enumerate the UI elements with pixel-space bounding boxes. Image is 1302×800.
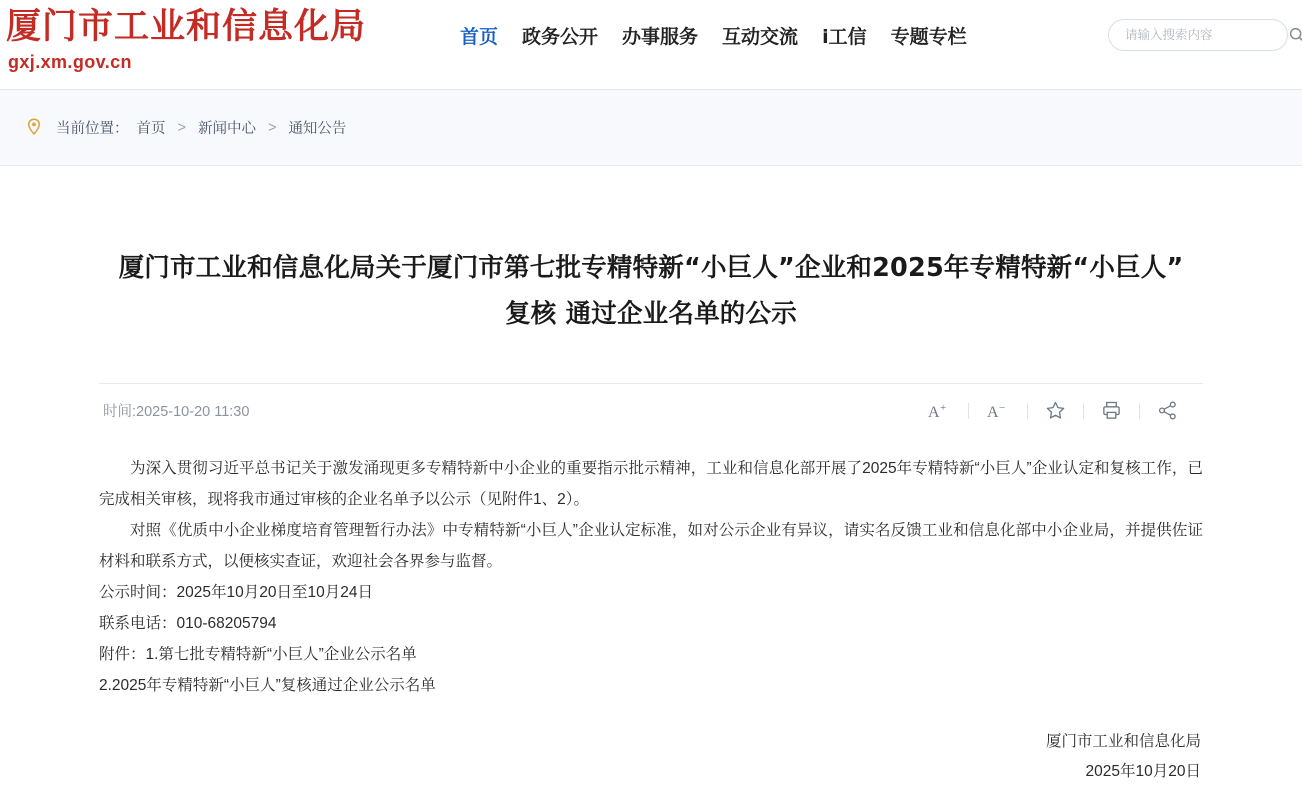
breadcrumb-bar — [0, 90, 1302, 166]
nav-item-interaction[interactable]: 互动交流 — [722, 26, 799, 48]
site-domain: gxj.xm.gov.cn — [8, 52, 132, 72]
nav-item-home[interactable]: 首页 — [460, 26, 499, 48]
breadcrumb-item-news-center[interactable]: 新闻中心 — [197, 121, 256, 137]
article-line-contact-phone: 联系电话：010-68205794 — [99, 615, 277, 633]
article-signature — [99, 727, 1203, 787]
breadcrumb-item-notices[interactable]: 通知公告 — [288, 121, 347, 137]
article-timestamp: 时间:2025-10-20 11:30 — [103, 404, 250, 421]
svg-text:A: A — [987, 403, 999, 421]
article-container — [99, 166, 1203, 787]
article-line-public-period: 公示时间：2025年10月20日至10月24日 — [99, 584, 373, 602]
svg-text:A: A — [928, 403, 940, 421]
article-paragraph: 对照《优质中小企业梯度培育管理暂行办法》中专精特新“小巨人”企业认定标准，如对公示企业有异议，请实名反馈工业和信息化部中小企业局，并提供佐证材料和联系方式，以便核实查证，欢迎社会各界参与监督。 — [99, 522, 1203, 571]
font-increase-icon[interactable] — [910, 401, 968, 421]
breadcrumb-item-home[interactable]: 首页 — [136, 121, 166, 137]
search-icon[interactable] — [1288, 26, 1302, 44]
font-decrease-icon[interactable] — [969, 401, 1027, 421]
site-title: 厦门市工业和信息化局 — [6, 7, 367, 47]
breadcrumb-separator: > — [177, 119, 186, 136]
article-body — [99, 453, 1203, 701]
article-line-attachment-2: 2.2025年专精特新“小巨人”复核通过企业公示名单 — [99, 677, 436, 695]
breadcrumb — [26, 117, 346, 138]
main-navigation — [460, 22, 1108, 49]
svg-text:+: + — [940, 401, 947, 414]
breadcrumb-separator: > — [267, 119, 277, 136]
article-meta-row — [99, 383, 1203, 437]
svg-text:−: − — [999, 401, 1006, 414]
search-input[interactable] — [1123, 27, 1288, 43]
site-brand[interactable] — [0, 0, 450, 73]
signature-organization: 厦门市工业和信息化局 — [1045, 733, 1201, 751]
nav-item-services[interactable]: 办事服务 — [622, 26, 699, 48]
nav-item-government-affairs[interactable]: 政务公开 — [522, 26, 599, 48]
nav-item-special-topics[interactable]: 专题专栏 — [890, 26, 967, 48]
breadcrumb-label: 当前位置： — [56, 121, 129, 137]
signature-date: 2025年10月20日 — [1085, 763, 1201, 781]
search-box[interactable] — [1108, 19, 1288, 51]
site-header — [0, 0, 1302, 90]
share-icon[interactable] — [1140, 401, 1195, 421]
article-line-attachment-1: 附件：1.第七批专精特新“小巨人”企业公示名单 — [99, 646, 417, 664]
article-title: 厦门市工业和信息化局关于厦门市第七批专精特新“小巨人”企业和2025年专精特新“小巨人”复核 通过企业名单的公示 — [118, 253, 1184, 330]
location-pin-icon — [26, 118, 42, 138]
nav-item-igongxin[interactable]: i工信 — [822, 26, 867, 48]
print-icon[interactable] — [1084, 401, 1139, 421]
article-paragraph: 为深入贯彻习近平总书记关于激发涌现更多专精特新中小企业的重要指示批示精神，工业和信息化部开展了2025年专精特新“小巨人”企业认定和复核工作，已完成相关审核，现将我市通过审核的企业名单予以公示（见附件1、2）。 — [99, 460, 1203, 509]
article-toolbar — [910, 401, 1195, 421]
favorite-star-icon[interactable] — [1028, 401, 1083, 421]
